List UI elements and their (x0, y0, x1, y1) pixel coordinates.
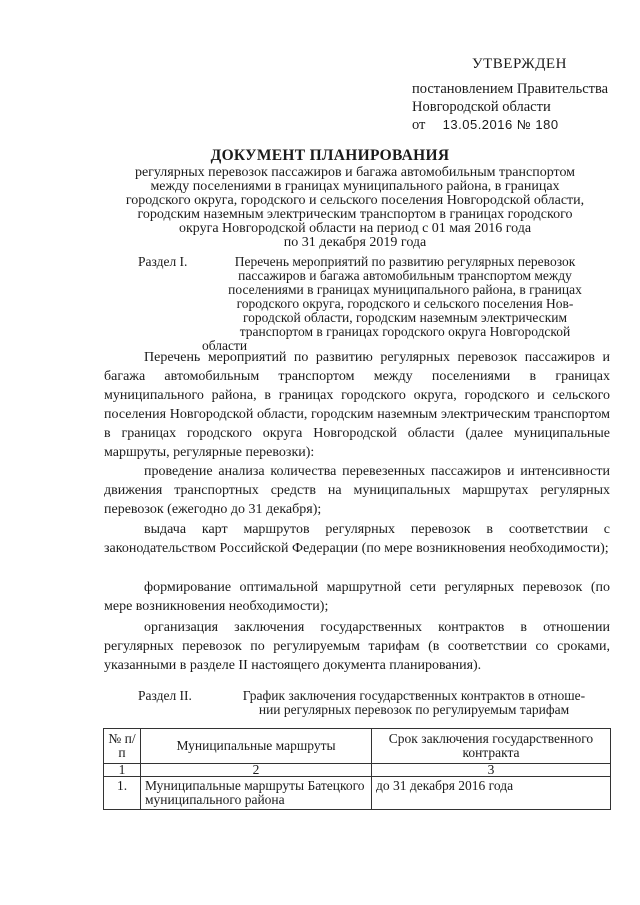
row-routes: Муниципальные маршруты Батецкого муниципального района (141, 777, 372, 810)
section-2-line: нии регулярных перевозок по регулируемым тарифам (258, 702, 570, 717)
header-routes: Муниципальные маршруты (141, 729, 372, 764)
subtitle-line: по 31 декабря 2019 года (283, 235, 427, 250)
row-number: 1. (104, 777, 141, 810)
measure-text-4: организация заключения государственных контрактов в отношении регулярных перевозок по регулируемым тарифам (в соответствии со сроками, указанными в разделе II настоящего документа планирования). (104, 620, 610, 673)
column-number-1: 1 (104, 764, 141, 777)
section-2-title (220, 689, 608, 717)
resolution-line-2: Новгородской области (412, 99, 551, 115)
measure-text-2: выдача карт маршрутов регулярных перевозок в соответствии с законодательством Российской Федерации (по мере возникновения необходимости); (104, 522, 610, 556)
header-number: № п/п (104, 729, 141, 764)
measure-item-4 (104, 618, 610, 675)
resolution-line-1: постановлением Правительства (412, 81, 609, 97)
measure-item-1 (104, 462, 610, 519)
section-1-line: поселениями в границах муниципального района, в границах (228, 282, 582, 297)
section-2-label: Раздел II. (138, 688, 192, 703)
resolution-block (412, 80, 622, 134)
contracts-schedule-table (103, 728, 611, 810)
date-value: 13.05.2016 № 180 (442, 117, 559, 132)
row-term: до 31 декабря 2016 года (372, 777, 611, 810)
section-1-heading (138, 255, 608, 353)
column-number-2: 2 (141, 764, 372, 777)
subtitle-line: городским наземным электрическим транспортом в границах городского (137, 207, 573, 222)
section-1-title (202, 255, 608, 353)
approved-stamp: УТВЕРЖДЕН (472, 56, 567, 72)
section-2-heading (138, 689, 608, 717)
table-column-numbers-row (104, 764, 611, 777)
section-1-label: Раздел I. (138, 254, 188, 269)
section-1-line: транспортом в границах городского округа Новгородской (239, 324, 571, 339)
resolution-date (412, 116, 622, 134)
section-1-line: городской области, городским наземным электрическим (242, 310, 568, 325)
measure-item-2 (104, 520, 610, 558)
section-1-line: городского округа, городского и сельского поселения Нов- (236, 296, 574, 311)
subtitle-line: городского округа, городского и сельского поселения Новгородской области, (125, 193, 585, 208)
date-prefix: от (412, 117, 426, 133)
subtitle-line: округа Новгородской области на период с 01 мая 2016 года (178, 221, 532, 236)
section-1-line: Перечень мероприятий по развитию регулярных перевозок (234, 254, 576, 269)
subtitle-line: между поселениями в границах муниципального района, в границах (150, 179, 560, 194)
document-subtitle (100, 166, 610, 250)
subtitle-line: регулярных перевозок пассажиров и багажа автомобильным транспортом (134, 165, 576, 180)
intro-paragraph (104, 348, 610, 462)
table-row (104, 777, 611, 810)
measure-item-3 (104, 578, 610, 616)
measure-text-1: проведение анализа количества перевезенных пассажиров и интенсивности движения транспортных средств на муниципальных маршрутах регулярных перевозок (ежегодно до 31 декабря); (104, 464, 610, 517)
header-term: Срок заключения государственного контракта (372, 729, 611, 764)
document-title: ДОКУМЕНТ ПЛАНИРОВАНИЯ (210, 147, 450, 164)
intro-text: Перечень мероприятий по развитию регулярных перевозок пассажиров и багажа автомобильным транспортом между поселениями в границах муниципального района, в границах городского округа, городского и сельского поселения Новгородской области, городским наземным электрическим транспортом в границах городского округа Новгородской области (далее муниципальные маршруты, регулярные перевозки): (104, 350, 610, 460)
section-1-line: области (202, 338, 248, 353)
section-2-line: График заключения государственных контрактов в отноше- (242, 688, 586, 703)
table-header-row (104, 729, 611, 764)
column-number-3: 3 (372, 764, 611, 777)
section-1-line: пассажиров и багажа автомобильным транспортом между (238, 268, 572, 283)
measure-text-3: формирование оптимальной маршрутной сети регулярных перевозок (по мере возникновения необходимости); (104, 580, 610, 614)
